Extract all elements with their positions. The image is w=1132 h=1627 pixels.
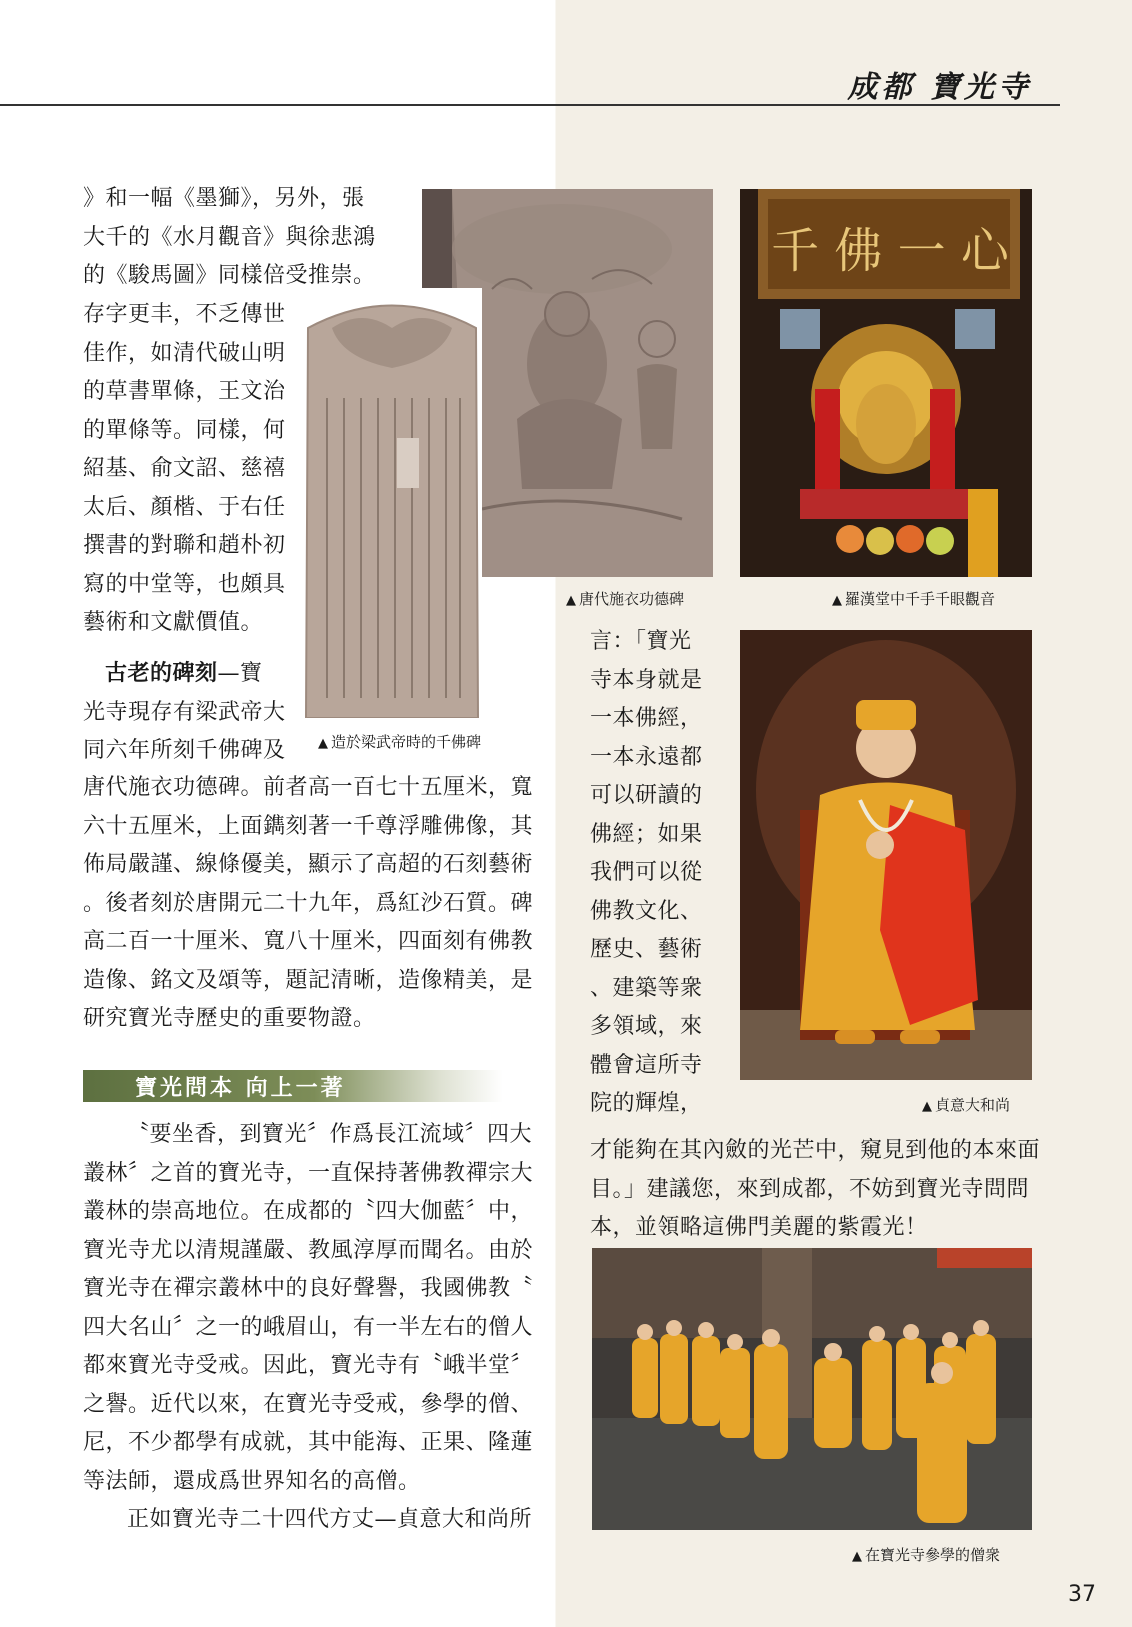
section-heading: 寶光問本 向上一著 bbox=[135, 1075, 346, 1101]
caption-marker: ▲ bbox=[318, 736, 328, 751]
caption-marker: ▲ bbox=[922, 1099, 932, 1114]
page-number: 37 bbox=[1068, 1582, 1096, 1607]
body-paragraph-2: 存字更丰，不乏傳世 佳作，如清代破山明 的草書單條，王文治 的單條等。同樣，何 紹基、俞文詔、慈禧 太后、顏楷、于右任 撰書的對聯和趙朴初 寫的中堂等，也頗具 藝術和文獻價值。 bbox=[83, 302, 286, 635]
running-header: 成都 寶光寺 bbox=[847, 70, 1032, 105]
plaque-calligraphy: 千 佛 一 心 bbox=[771, 223, 1009, 279]
body-paragraph-3-wide: 唐代施衣功德碑。前者高一百七十五厘米，寬 六十五厘米，上面鐫刻著一千尊浮雕佛像，其 佈局嚴謹、線條優美，顯示了高超的石刻藝術 。後者刻於唐開元二十九年，爲紅沙石質。碑 高二百一十厘米、寬八十厘米，四面刻有佛教 造像、銘文及頌等，題記清晰，造像精美，是 研究寶光寺歷史的重要物證。 bbox=[83, 775, 534, 1031]
liang-stele-photo bbox=[302, 288, 482, 718]
caption-monks: ▲ 在寶光寺參學的僧衆 bbox=[852, 1546, 1001, 1564]
subheading-ancient-stele: 古老的碑刻 bbox=[105, 660, 218, 686]
body-paragraph-4: 〝要坐香，到寶光〞作爲長江流域〞四大 叢林〞之首的寶光寺，一直保持著佛教禪宗大 叢林的崇高地位。在成都的〝四大伽藍〞中， 寶光寺尤以清規謹嚴、教風淳厚而聞名。由於 寶光寺在禪宗叢林中的良好聲譽，我國佛教〝 四大名山〞之一的峨眉山，有一半左右的僧人 都來寶光寺受戒。因此，寶光寺有〝峨半堂〞 之譽。近代以來，在寶光寺受戒，參學的僧、 尼，不少都學有成就，其中能海、正果、隆蓮 等法師，還成爲世界知名的高僧。 正如寶光寺二十四代方丈—貞意大和尚所 bbox=[83, 1122, 534, 1532]
caption-marker: ▲ bbox=[832, 593, 842, 608]
caption-tang-stele: ▲ 唐代施衣功德碑 bbox=[566, 590, 685, 608]
section-heading-bar bbox=[83, 1070, 503, 1102]
body-quote-narrow: 言：「寶光 寺本身就是 一本佛經， 一本永遠都 可以研讀的 佛經；如果 我們可以從 佛教文化、 歷史、藝術 、建築等衆 多領域，來 體會這所寺 院的輝煌， bbox=[590, 629, 703, 1116]
caption-marker: ▲ bbox=[852, 1549, 862, 1564]
body-paragraph-3-narrow: 古老的碑刻—寶 光寺現存有梁武帝大 同六年所刻千佛碑及 bbox=[83, 660, 286, 763]
caption-abbot: ▲ 貞意大和尚 bbox=[922, 1096, 1011, 1114]
guanyin-hall-photo bbox=[740, 189, 1032, 577]
caption-liang-stele: ▲ 造於梁武帝時的千佛碑 bbox=[318, 733, 482, 751]
caption-marker: ▲ bbox=[566, 593, 576, 608]
monks-photo bbox=[592, 1248, 1032, 1530]
caption-guanyin: ▲ 羅漢堂中千手千眼觀音 bbox=[832, 590, 996, 608]
body-paragraph-1: 》和一幅《墨獅》，另外，張 大千的《水月觀音》與徐悲鴻 的《駿馬圖》同樣倍受推崇。 bbox=[83, 186, 376, 288]
body-quote-wide: 才能夠在其內斂的光芒中，窺見到他的本來面 目。」建議您，來到成都，不妨到寶光寺問問 本，並領略這佛門美麗的紫霞光！ bbox=[590, 1138, 1041, 1240]
abbot-photo bbox=[740, 630, 1032, 1080]
